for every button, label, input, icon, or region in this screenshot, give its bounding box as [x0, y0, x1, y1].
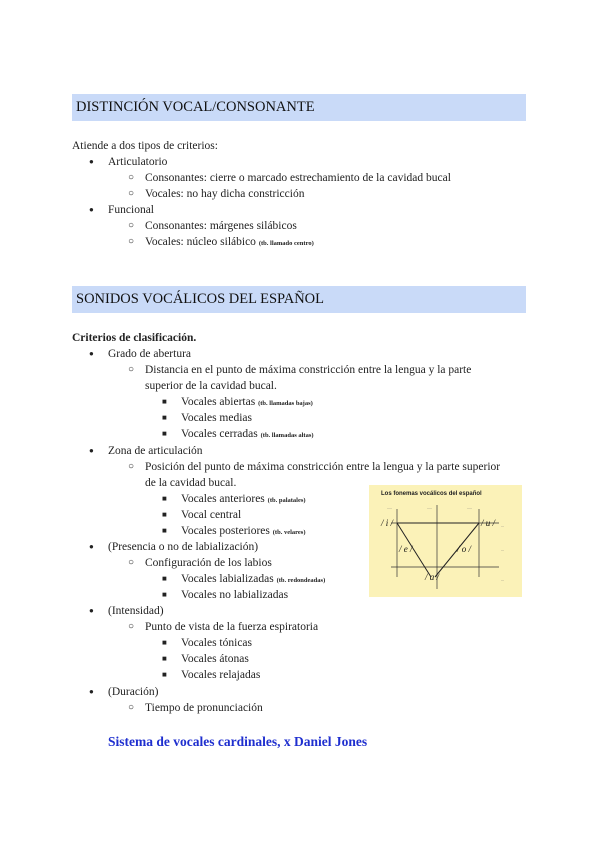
vowel-triangle-diagram [369, 485, 522, 597]
scale-tick-mark: --- [501, 524, 504, 528]
item-text: Consonantes: márgenes silábicos [145, 220, 297, 232]
list-item [108, 202, 154, 218]
item-note: (tb. llamadas altas) [260, 432, 314, 439]
list-item [181, 651, 249, 667]
list-item [181, 587, 288, 603]
list-item [145, 218, 297, 234]
scale-tick-mark: ----- [387, 506, 392, 510]
item-note: (tb. llamado centro) [258, 240, 314, 247]
vowel-e-label: / e / [399, 544, 413, 554]
list-item [145, 555, 272, 571]
vowel-i-label: / i / [381, 518, 394, 528]
item-text: Vocales labializadas [181, 573, 274, 585]
item-text: Vocales tónicas [181, 637, 253, 649]
item-note: (tb. llamadas bajas) [258, 400, 313, 407]
item-text: Vocales no labializadas [181, 589, 289, 601]
item-note: (tb. velares) [272, 529, 306, 536]
list-item [108, 603, 164, 619]
list-item [145, 362, 471, 378]
scale-tick-mark: ----- [467, 506, 472, 510]
list-item [145, 459, 500, 475]
list-item [108, 539, 258, 555]
criterion-label: (Duración) [108, 686, 159, 698]
item-text: Vocales anteriores [181, 493, 265, 505]
item-text: Vocales abiertas [181, 396, 256, 408]
item-text: Posición del punto de máxima constricción entre la lengua y la parte superior [145, 461, 501, 473]
intro-text: Atiende a dos tipos de criterios: [72, 140, 218, 152]
list-item [181, 635, 252, 651]
vowel-triangle-figure [369, 485, 522, 597]
item-text: Configuración de los labios [145, 557, 272, 569]
section-heading-distincion: DISTINCIÓN VOCAL/CONSONANTE [72, 94, 526, 121]
list-item [181, 507, 241, 523]
criterion-label: Grado de abertura [108, 348, 192, 360]
item-text: Distancia en el punto de máxima constricción entre la lengua y la parte [145, 364, 472, 376]
item-text: Vocales: núcleo silábico [145, 236, 256, 248]
criterion-label: Zona de articulación [108, 445, 203, 457]
item-note: (tb. palatales) [267, 497, 306, 504]
list-item [108, 443, 203, 459]
item-text: Vocales átonas [181, 653, 249, 665]
item-text: Tiempo de pronunciación [145, 702, 263, 714]
list-item [145, 186, 304, 202]
scale-tick-mark: --- [501, 548, 504, 552]
list-item [145, 619, 318, 635]
list-item [145, 700, 263, 716]
item-text: Vocales relajadas [181, 669, 261, 681]
item-text: Vocal central [181, 509, 242, 521]
list-item [181, 667, 260, 683]
list-item [108, 684, 158, 700]
item-note: (tb. redondeadas) [276, 577, 326, 584]
item-text-continued: de la cavidad bucal. [145, 477, 237, 489]
list-item [108, 154, 167, 170]
criterion-label: (Intensidad) [108, 605, 164, 617]
cardinal-vowels-title: Sistema de vocales cardinales, x Daniel Jones [108, 734, 368, 749]
vowel-o-label: / o / [457, 544, 472, 554]
list-item [181, 410, 252, 426]
criterion-label: (Presencia o no de labialización) [108, 541, 259, 553]
section-heading-sonidos: SONIDOS VOCÁLICOS DEL ESPAÑOL [72, 286, 526, 313]
vowel-u-label: / u / [481, 518, 496, 528]
list-item [108, 346, 191, 362]
item-text: Vocales medias [181, 412, 253, 424]
figure-title: Los fonemas vocálicos del español [381, 491, 482, 497]
item-text: Consonantes: cierre o marcado estrechamiento de la cavidad bucal [145, 172, 451, 184]
item-text: Vocales posteriores [181, 525, 270, 537]
item-text-continued: superior de la cavidad bucal. [145, 380, 277, 392]
item-text: Vocales cerradas [181, 428, 258, 440]
list-item [181, 426, 314, 444]
item-text: Punto de vista de la fuerza espiratoria [145, 621, 319, 633]
scale-tick-mark: ----- [427, 506, 432, 510]
criteria-title: Criterios de clasificación. [72, 332, 197, 344]
criterion-label: Funcional [108, 204, 154, 216]
item-text: Vocales: no hay dicha constricción [145, 188, 305, 200]
list-item [145, 170, 451, 186]
scale-tick-mark: --- [501, 578, 504, 582]
list-item [145, 234, 314, 252]
vowel-a-label: / a / [425, 572, 440, 582]
criterion-label: Articulatorio [108, 156, 168, 168]
